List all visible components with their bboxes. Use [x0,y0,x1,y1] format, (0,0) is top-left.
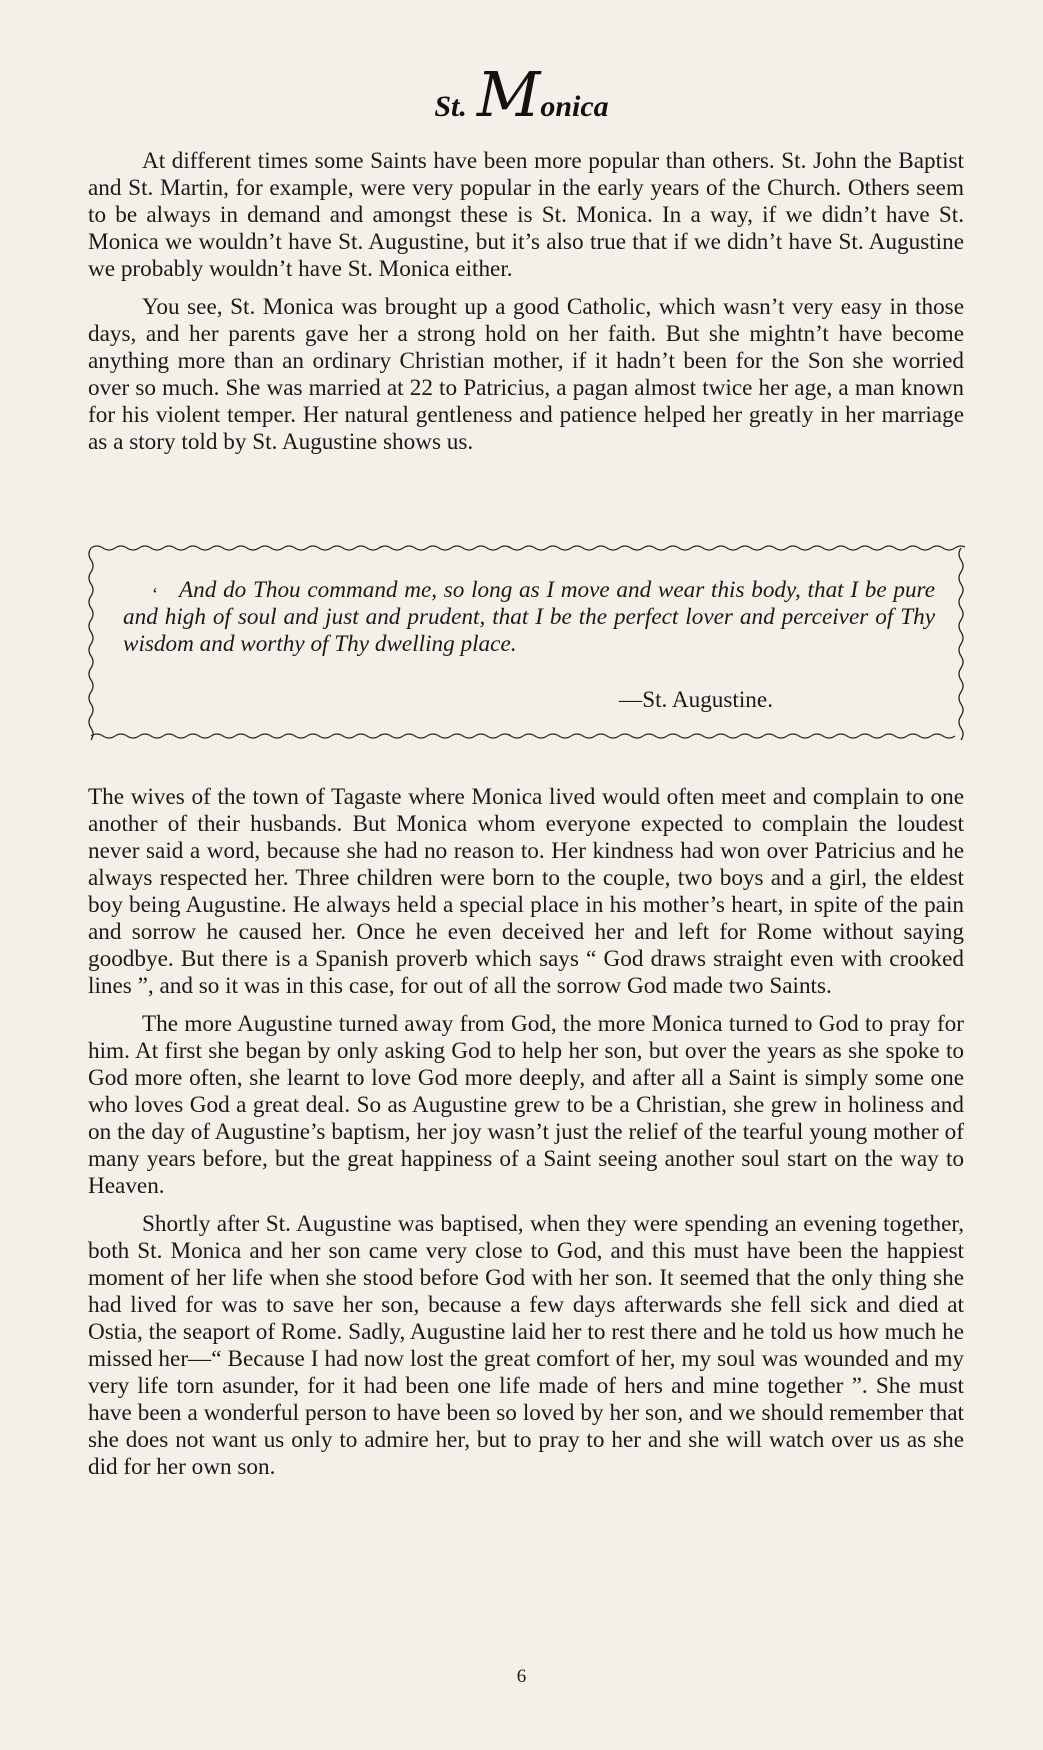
body-section [88,784,964,1492]
title-st: St. [434,90,467,123]
body-paragraph-1: The wives of the town of Tagaste where Monica lived would often meet and complain to one another of their husbands. But Monica whom everyone expected to complain the loudest never said a word, because she had no reason to. Her kindness had won over Patricius and he always respected her. Three children were born to the couple, two boys and a girl, the eldest boy being Augustine. He always held a special place in his mother’s heart, in spite of the pain and sorrow he caused her. Once he even deceived her and left for Rome without saying goodbye. But there is a Spanish proverb which says “ God draws straight even with crooked lines ”, and so it was in this case, for out of all the sorrow God made two Saints. [88,784,964,999]
intro-section [88,148,964,467]
quote-box [87,540,965,744]
title-rest: onica [540,90,609,123]
page-number: 6 [516,1666,527,1687]
body-paragraph-2: The more Augustine turned away from God, the more Monica turned to God to pray for him. At first she began by only asking God to help her son, but over the years as she spoke to God more often, she learnt to love God more deeply, and after all a Saint is simply some one who loves God a great deal. So as Augustine grew to be a Christian, she grew in holiness and on the day of Augustine’s baptism, her joy wasn’t just the relief of the tearful young mother of many years before, but the great happiness of a Saint seeing another soul start on the way to Heaven. [88,1011,964,1199]
quote-attribution: —St. Augustine. [619,687,773,713]
page-title [0,58,1043,131]
title-initial: M [476,58,541,131]
quote-mark: ‘ [152,584,158,604]
intro-paragraph-1: At different times some Saints have been more popular than others. St. John the Baptist and St. Martin, for example, were very popular in the early years of the Church. Others seem to be always in demand and amongst these is St. Monica. In a way, if we didn’t have St. Monica we wouldn’t have St. Augustine, but it’s also true that if we didn’t have St. Augustine we probably wouldn’t have St. Monica either. [88,148,964,282]
body-paragraph-3: Shortly after St. Augustine was baptised, when they were spending an evening together, both St. Monica and her son came very close to God, and this must have been the happiest moment of her life when she stood before God with her son. It seemed that the only thing she had lived for was to save her son, because a few days afterwards she fell sick and died at Ostia, the seaport of Rome. Sadly, Augustine laid her to rest there and he told us how much he missed her—“ Because I had now lost the great comfort of her, my soul was wounded and my very life torn asunder, for it had been one life made of hers and mine together ”. She must have been a wonderful person to have been so loved by her son, and we should remember that she does not want us only to admire her, but to pray to her and she will watch over us as she did for her own son. [88,1211,964,1480]
intro-paragraph-2: You see, St. Monica was brought up a good Catholic, which wasn’t very easy in those days, and her parents gave her a strong hold on her faith. But she mightn’t have become anything more than an ordinary Christian mother, if it hadn’t been for the Son she worried over so much. She was married at 22 to Patricius, a pagan almost twice her age, a man known for his violent temper. Her natural gentleness and patience helped her greatly in her marriage as a story told by St. Augustine shows us. [88,294,964,455]
quote-text: And do Thou command me, so long as I move and wear this body, that I be pure and high of soul and just and prudent, that I be the perfect lover and perceiver of Thy wisdom and worthy of Thy dwelling place. [123,577,935,657]
